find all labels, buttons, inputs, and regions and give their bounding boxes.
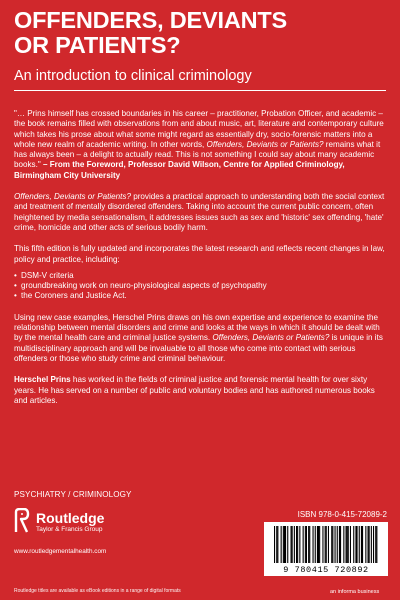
para3-text-1: Using new case examples, Herschel Prins draws on his own expertise and experience to examine the relationship between mental disorders and crime and looks at the ways in which it should be dealt with by the mental health care and criminal justice systems. xyxy=(14,312,380,343)
barcode-bar xyxy=(343,526,344,563)
barcode-bar xyxy=(350,526,351,563)
barcode-bar xyxy=(296,526,297,563)
barcode-bar xyxy=(357,526,358,563)
barcode-bar xyxy=(287,526,288,563)
para3-book-title: Offenders, Deviants or Patients? xyxy=(212,333,330,343)
quote-book-title: Offenders, Deviants or Patients? xyxy=(206,139,324,149)
barcode-bar xyxy=(281,526,282,563)
barcode-bar xyxy=(283,526,284,563)
barcode-bar xyxy=(355,526,356,563)
barcode-bar xyxy=(318,526,319,563)
barcode-bar xyxy=(339,526,340,563)
book-subtitle: An introduction to clinical criminology xyxy=(14,68,252,84)
bullet-icon: • xyxy=(14,270,17,280)
barcode-bar xyxy=(277,526,278,563)
blurb-body xyxy=(14,109,386,417)
bullet-text: DSM-V criteria xyxy=(21,270,74,280)
author-name: Herschel Prins xyxy=(14,375,71,385)
publisher-group: Taylor & Francis Group xyxy=(36,526,103,533)
isbn-label: ISBN 978-0-415-72089-2 xyxy=(297,510,387,519)
barcode-bar xyxy=(332,526,333,563)
foreword-quote xyxy=(14,109,386,181)
author-bio-text: has worked in the fields of criminal justice and forensic mental health for over sixty years. He has served on a number of public and voluntary bodies and has authored numerous books and articles. xyxy=(14,375,375,405)
barcode-bar xyxy=(322,526,323,563)
barcode-bar xyxy=(348,526,349,563)
barcode-bar xyxy=(359,526,360,563)
barcode-bar xyxy=(317,526,318,563)
quote-attribution: – From the Foreword, Professor David Wilson, Centre for Applied Criminology, Birmingham City University xyxy=(14,160,345,180)
barcode-bar xyxy=(368,526,369,563)
barcode-bar xyxy=(373,526,374,563)
barcode-bar xyxy=(306,526,307,563)
barcode-bar xyxy=(340,526,341,563)
barcode-bar xyxy=(326,526,327,563)
bullet-icon: • xyxy=(14,291,17,301)
barcode-bar xyxy=(375,526,376,563)
barcode-bar xyxy=(276,526,277,563)
para3-text-2: is unique in its multidisciplinary approach and will be invaluable to all those who come into contact with serious offenders or those who study crime and criminal behaviour. xyxy=(14,333,383,363)
barcode-icon xyxy=(264,522,388,566)
barcode-bar xyxy=(376,526,377,563)
barcode-bar xyxy=(309,526,310,563)
description-paragraph-3 xyxy=(14,313,386,364)
barcode-bar xyxy=(303,526,304,563)
barcode-bar xyxy=(299,526,300,563)
bullet-text: groundbreaking work on neuro-physiological aspects of psychopathy xyxy=(21,281,267,291)
barcode-bar xyxy=(335,526,336,563)
barcode xyxy=(264,522,388,576)
routledge-logo-icon xyxy=(14,508,30,534)
barcode-bar xyxy=(284,526,285,563)
barcode-bar xyxy=(294,526,295,563)
barcode-bar xyxy=(337,526,338,563)
barcode-bar xyxy=(292,526,293,563)
barcode-bar xyxy=(297,526,298,563)
barcode-bar xyxy=(285,526,286,563)
barcode-bar xyxy=(328,526,329,563)
edition-features-list xyxy=(14,271,386,302)
book-title xyxy=(14,8,384,58)
barcode-bar xyxy=(331,526,332,563)
ebook-footnote: Routledge titles are available as eBook editions in a range of digital formats xyxy=(14,588,181,594)
list-item xyxy=(14,281,386,291)
barcode-bar xyxy=(291,526,292,563)
list-item xyxy=(14,271,386,281)
subject-category: PSYCHIATRY / CRIMINOLOGY xyxy=(14,490,132,499)
publisher-logo xyxy=(14,508,184,550)
barcode-bar xyxy=(319,526,320,563)
barcode-bar xyxy=(347,526,348,563)
bullet-icon: • xyxy=(14,281,17,291)
barcode-bar xyxy=(346,526,347,563)
title-line-2: OR PATIENTS? xyxy=(14,32,181,58)
bullet-text: the Coroners and Justice Act. xyxy=(21,291,127,301)
quote-text-1: "… Prins himself has crossed boundaries in his career – practitioner, Probation Officer, and academic – the book remains filled with observations from and about music, art, literature and contemporary culture which takes his prose about what some might regard as essentially dry, socio-forensic matters into a whole new realm of academic writing. In other words, xyxy=(14,109,384,149)
para1-text: provides a practical approach to understanding both the social context and treatment of mentally disordered offenders. Taking into account the current public concern, often heightened by media sensationalism, it addresses issues such as sex and 'historic' sex offending, 'hate' crime, homicide and other acts of serious bodily harm. xyxy=(14,192,385,232)
barcode-bar xyxy=(361,526,362,563)
barcode-bar xyxy=(371,526,372,563)
description-paragraph-2: This fifth edition is fully updated and incorporates the latest research and reflects recent changes in law, policy and practice, including: xyxy=(14,244,385,264)
barcode-bar xyxy=(274,526,275,563)
barcode-bar xyxy=(365,526,366,563)
title-line-1: OFFENDERS, DEVIANTS xyxy=(14,7,288,33)
barcode-bar xyxy=(308,526,309,563)
author-bio xyxy=(14,375,386,406)
list-item xyxy=(14,291,386,301)
divider-rule xyxy=(14,90,386,91)
barcode-bar xyxy=(313,526,314,563)
barcode-bar xyxy=(325,526,326,563)
publisher-name: Routledge xyxy=(36,510,105,526)
publisher-website: www.routledgementalhealth.com xyxy=(14,548,107,555)
informa-tagline: an informa business xyxy=(330,589,380,595)
barcode-bar xyxy=(369,526,370,563)
barcode-digits: 9 780415 720892 xyxy=(283,565,369,575)
barcode-bar xyxy=(315,526,316,563)
quote-text-2: remains what it has always been – a delight to actually read. This is not something I could say about many academic books." xyxy=(14,139,381,170)
description-paragraph-1 xyxy=(14,192,386,233)
para1-book-title: Offenders, Deviants or Patients? xyxy=(14,192,131,202)
barcode-bar xyxy=(305,526,306,563)
barcode-bar xyxy=(353,526,354,563)
barcode-bar xyxy=(362,526,363,563)
